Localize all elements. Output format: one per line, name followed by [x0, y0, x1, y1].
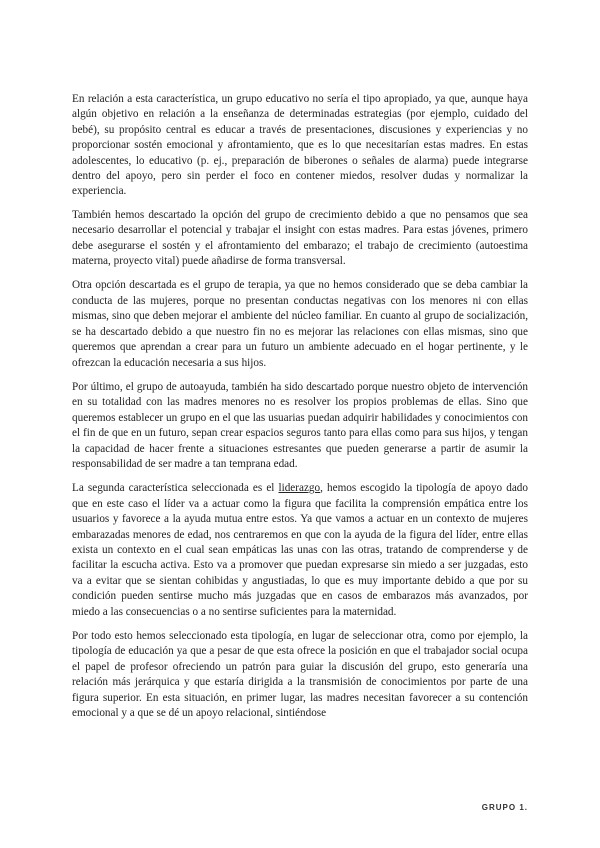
paragraph-liderazgo: [72, 481, 528, 620]
paragraph-grupo-educativo: En relación a esta característica, un grupo educativo no sería el tipo apropiado, ya que, aunque haya algún objetivo en relación a la enseñanza de determinadas estrategias (por ejemplo, cuidado del bebé), su propósito central es educar a través de presentaciones, discusiones y experiencias y no proporcionar sostén emocional y afrontamiento, que es lo que necesitarían estas madres. En estas adolescentes, lo educativo (p. ej., preparación de biberones o señales de alarma) puede integrarse dentro del apoyo, pero sin perder el foco en contener miedos, resolver dudas y normalizar la experiencia.: [72, 93, 528, 198]
paragraph-grupo-crecimiento: También hemos descartado la opción del grupo de crecimiento debido a que no pensamos que sea necesario desarrollar el potencial y trabajar el insight con estas madres. Para estas jóvenes, primero debe asegurarse el sostén y el afrontamiento del embarazo; el trabajo de crecimiento (autoestima materna, proyecto vital) puede añadirse de forma transversal.: [72, 208, 528, 268]
paragraph-tipologia: Por todo esto hemos seleccionado esta tipología, en lugar de seleccionar otra, como por ejemplo, la tipología de educación ya que a pesar de que esta ofrece la posición en que el trabajador social ocupa el papel de profesor ofreciendo un patrón para guiar la discusión del grupo, esto generaría una relación más jerárquica y que estaría dirigida a la transmisión de conocimientos por parte de una figura superior. En esta situación, en primer lugar, las madres necesitan favorecer a su contención emocional y a que se dé un apoyo relacional, sintiéndose: [72, 630, 528, 720]
document-body: [72, 92, 528, 730]
paragraph-liderazgo-intro: La segunda característica seleccionada es el: [72, 482, 279, 495]
liderazgo-term: liderazgo: [278, 482, 321, 495]
page-footer-label: GRUPO 1.: [481, 803, 528, 812]
paragraph-grupo-autoayuda: Por último, el grupo de autoayuda, también ha sido descartado porque nuestro objeto de intervención en su totalidad con las madres menores no es resolver los propios problemas de ellas. Sino que queremos establecer un grupo en el que las usuarias puedan adquirir habilidades y conocimientos con el fin de que en un futuro, sepan crear espacios seguros tanto para ellas como para sus hijos, y tengan la capacidad de hacer frente a situaciones estresantes que pueden generarse a partir de asumir la responsabilidad de ser madre a tan temprana edad.: [72, 380, 528, 470]
paragraph-grupo-terapia: Otra opción descartada es el grupo de terapia, ya que no hemos considerado que se deba cambiar la conducta de las mujeres, porque no presentan conductas negativas con los menores ni con ellas mismas, sino que deben mejorar el ambiente del núcleo familiar. En cuanto al grupo de socialización, se ha descartado debido a que nuestro fin no es mejorar las relaciones con ellas mismas, sino que queremos que aprendan a crear para un futuro un ambiente adecuado en el hogar pertinente, y le ofrezcan la educación necesaria a sus hijos.: [72, 279, 528, 369]
paragraph-liderazgo-body: , hemos escogido la tipología de apoyo dado que en este caso el líder va a actuar como la figura que facilita la comprensión empática entre los usuarios y favorece a la ayuda mutua entre estos. Ya que vamos a actuar en un contexto de mujeres embarazadas menores de edad, nos centraremos en que con la ayuda de la figura del líder, entre ellas exista un contexto en el cual sean empáticas las unas con las otras, tratando de comprenderse y de facilitar la escucha activa. Esto va a promover que puedan expresarse sin miedo a ser juzgadas, esto va a evitar que se sientan cohibidas y angustiadas, lo que es muy importante debido a que por su condición pueden sentirse mucho más juzgadas que en casos de embarazos más avanzados, por miedo a las consecuencias o a no sentirse suficientes para la maternidad.: [72, 482, 528, 618]
